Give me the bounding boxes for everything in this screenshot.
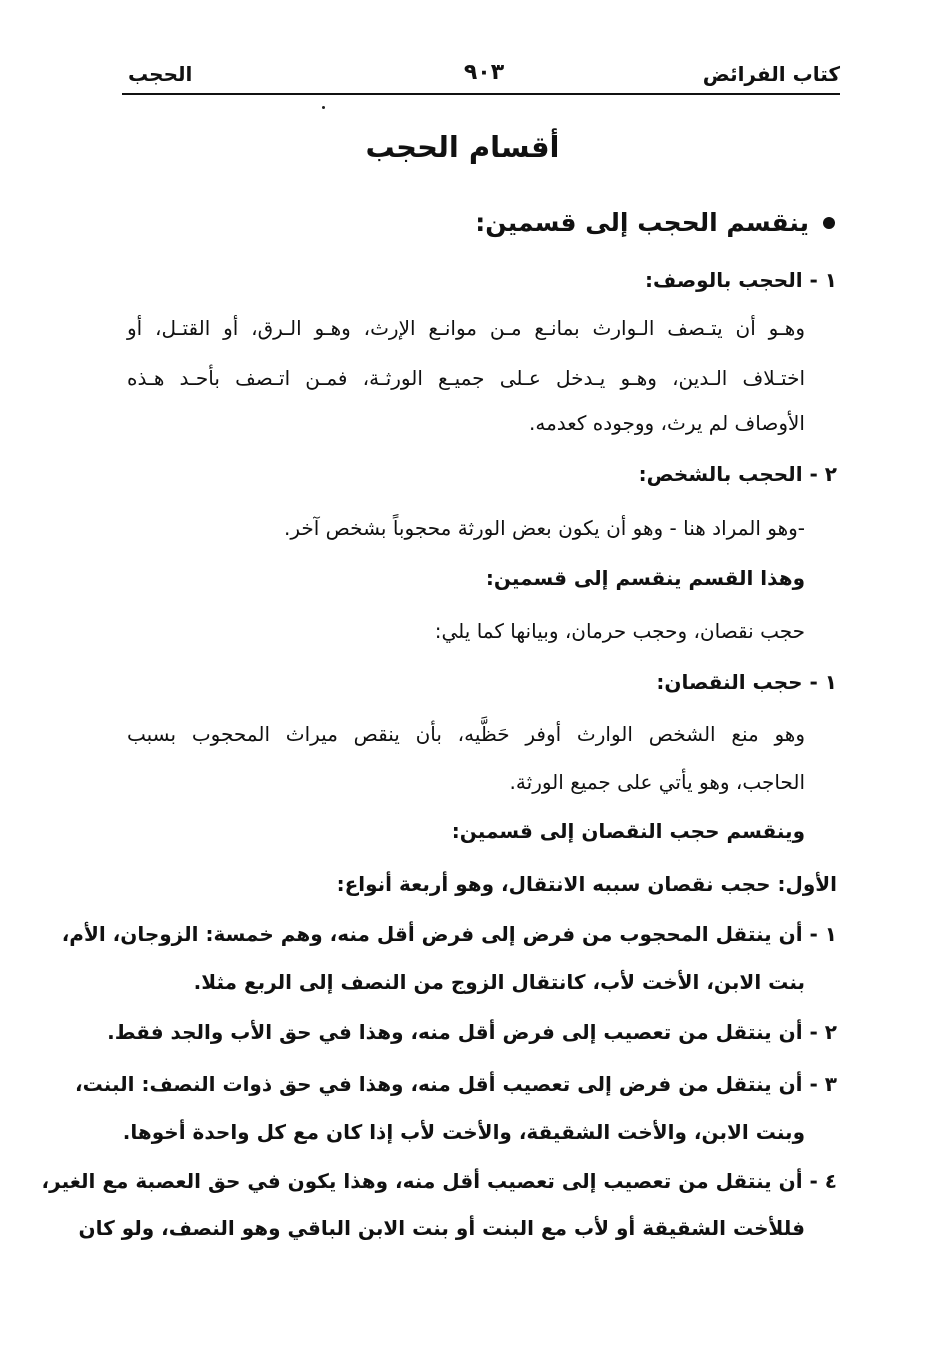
page-header bbox=[128, 60, 840, 92]
paragraph-line: وهـو أن يتـصف الـوارث بمانـع مـن موانـع الإرث، وهـو الـرق، أو القتـل، أو bbox=[127, 316, 805, 340]
paragraph-line: -وهو المراد هنا - وهو أن يكون بعض الورثة محجوباً بشخص آخر. bbox=[283, 516, 805, 540]
heading-by-description: ١ - الحجب بالوصف: bbox=[645, 268, 837, 292]
list-item: ٣ - أن ينتقل من فرض إلى تعصيب أقل منه، وهذا في حق ذوات النصف: البنت، bbox=[75, 1072, 837, 1096]
list-item-continuation: وبنت الابن، والأخت الشقيقة، والأخت لأب إذا كان مع كل واحدة أخوها. bbox=[122, 1120, 805, 1144]
book-title: كتاب الفرائض bbox=[702, 62, 840, 86]
list-item: ١ - أن ينتقل المحجوب من فرض إلى فرض أقل منه، وهم خمسة: الزوجان، الأم، bbox=[61, 922, 837, 946]
paragraph-line: الأوصاف لم يرث، ووجوده كعدمه. bbox=[528, 411, 805, 435]
subheading: وينقسم حجب النقصان إلى قسمين: bbox=[451, 819, 805, 843]
list-item: ٤ - أن ينتقل من تعصيب إلى تعصيب أقل منه، وهذا يكون في حق العصبة مع الغير، bbox=[41, 1169, 837, 1193]
subheading: وهذا القسم ينقسم إلى قسمين: bbox=[485, 566, 805, 590]
heading-by-person: ٢ - الحجب بالشخص: bbox=[638, 462, 837, 486]
intro-text: ينقسم الحجب إلى قسمين: bbox=[475, 208, 809, 237]
paragraph-line: اختـلاف الـدين، وهـو يـدخل عـلى جميـع الورثـة، فمـن اتـصف بأحـد هـذه bbox=[127, 366, 805, 390]
list-item-continuation: بنت الابن، الأخت لأب، كانتقال الزوج من النصف إلى الربع مثلا. bbox=[193, 970, 805, 994]
page-title: أقسام الحجب bbox=[365, 130, 560, 164]
subheading-first-type: الأول: حجب نقصان سببه الانتقال، وهو أربعة أنواع: bbox=[336, 872, 837, 896]
bullet-icon bbox=[823, 217, 835, 229]
header-divider bbox=[122, 93, 840, 95]
heading-reduction: ١ - حجب النقصان: bbox=[656, 670, 837, 694]
paragraph-line: وهو منع الشخص الوارث أوفر حَظَّيه، بأن ينقص ميراث المحجوب بسبب bbox=[127, 722, 805, 746]
section-title: الحجب bbox=[128, 62, 193, 86]
page-number: ٩٠٣ bbox=[463, 60, 505, 85]
speck-mark bbox=[322, 106, 325, 109]
paragraph-line: الحاجب، وهو يأتي على جميع الورثة. bbox=[509, 770, 805, 794]
list-item-continuation: فللأخت الشقيقة أو لأب مع البنت أو بنت الابن الباقي وهو النصف، ولو كان bbox=[78, 1216, 805, 1240]
list-item: ٢ - أن ينتقل من تعصيب إلى فرض أقل منه، وهذا في حق الأب والجد فقط. bbox=[107, 1020, 837, 1044]
intro-bullet-line bbox=[475, 208, 835, 237]
paragraph-line: حجب نقصان، وحجب حرمان، وبيانها كما يلي: bbox=[434, 619, 805, 643]
